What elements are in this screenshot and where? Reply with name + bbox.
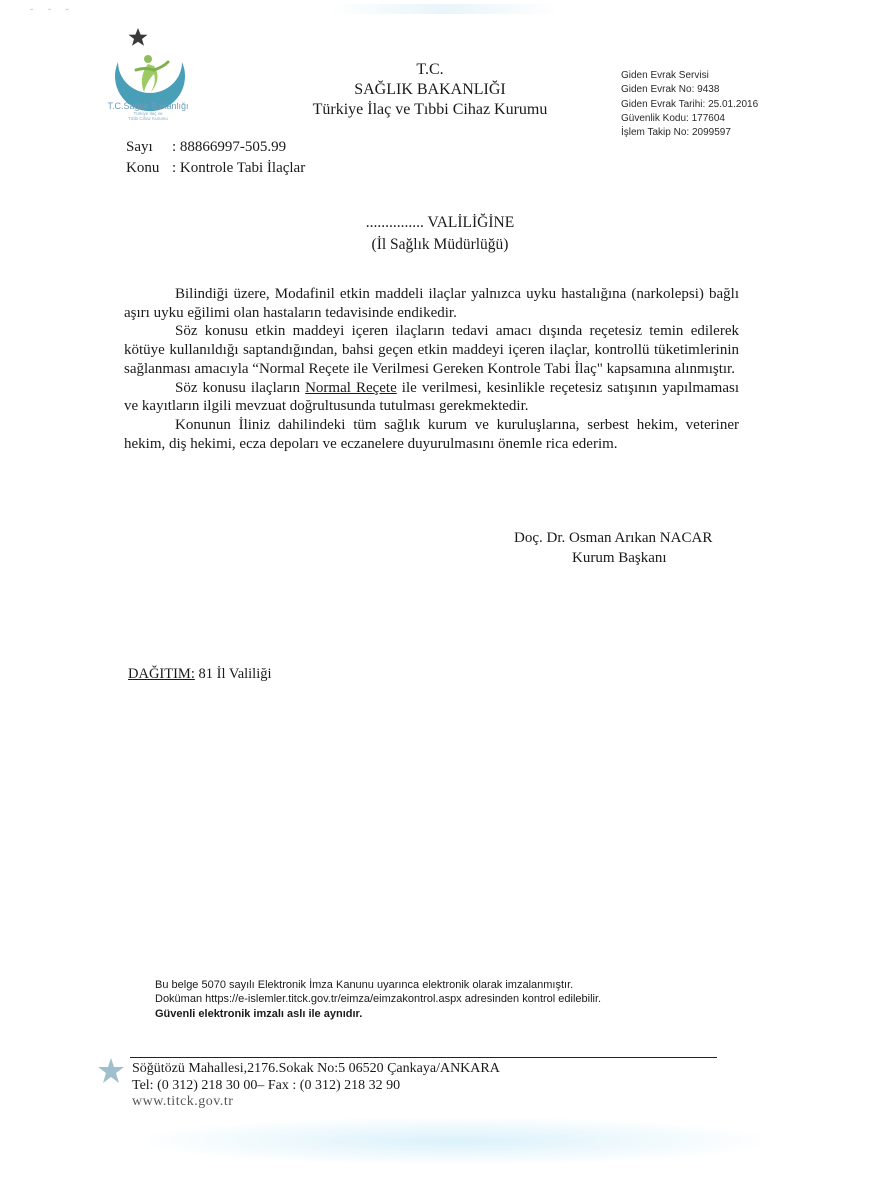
signature-block [514, 528, 712, 568]
logo-name: T.C.Sağlık Bakanlığı [107, 101, 189, 111]
meta-line: İşlem Takip No: 2099597 [621, 127, 731, 139]
addressee [290, 212, 590, 256]
distribution-value: 81 İl Valiliği [194, 666, 272, 682]
footer-website: www.titck.gov.tr [132, 1094, 234, 1109]
body-paragraph-3 [124, 379, 739, 416]
esign-line1: Bu belge 5070 sayılı Elektronik İmza Kanunu uyarınca elektronik olarak imzalanmıştır. [155, 979, 574, 991]
sayi-label: Sayı [126, 139, 153, 155]
sayi-value: : 88866997-505.99 [172, 139, 287, 155]
konu-value: : Kontrole Tabi İlaçlar [172, 160, 306, 176]
sayi-row [126, 137, 305, 158]
document-refs [126, 137, 305, 179]
scan-artifact-band-bottom [150, 1118, 760, 1164]
p3-text-after: ile verilmesi, kesinlikle reçetesiz satışının yapılmaması ve kayıtların ilgili mevzuat doğrultusunda tutulması gerekmektedir. [124, 379, 739, 415]
distribution-label: DAĞITIM: [128, 666, 195, 682]
logo-sub1: Türkiye İlaç ve [133, 111, 163, 116]
esign-line3: Güvenli elektronik imzalı aslı ile aynıdır. [155, 1007, 363, 1020]
esign-line2: Doküman https://e-islemler.titck.gov.tr/eimza/eimzakontrol.aspx adresinden kontrol edilebilir. [155, 993, 602, 1006]
scan-artifact-marks: ˘ ˘ ˘ [30, 8, 75, 19]
body-paragraph-1: Bilindiği üzere, Modafinil etkin maddeli ilaçlar yalnızca uyku hastalığına (narkolepsi) bağlı aşırı uyku eğilimi olan hastaların tedavisinde endikedir. [124, 286, 739, 321]
addressee-line1: ............... VALİLİĞİNE [365, 214, 515, 231]
konu-label: Konu [126, 160, 160, 176]
document-heading [290, 60, 570, 120]
footer-divider [130, 1057, 717, 1058]
footer-address: Söğütözü Mahallesi,2176.Sokak No:5 06520 Çankaya/ANKARA [132, 1061, 500, 1076]
footer-star-icon [96, 1056, 126, 1086]
addressee-line2: (İl Sağlık Müdürlüğü) [371, 236, 509, 253]
konu-row [126, 158, 305, 179]
footer-phone: Tel: (0 312) 218 30 00– Fax : (0 312) 218 32 90 [132, 1077, 401, 1093]
heading-line2: SAĞLIK BAKANLIĞI [354, 81, 506, 98]
signatory-name: Doç. Dr. Osman Arıkan NACAR [514, 530, 713, 546]
meta-line: Giden Evrak Tarihi: 25.01.2016 [621, 98, 759, 110]
esign-note [155, 978, 601, 1021]
heading-line3: Türkiye İlaç ve Tıbbi Cihaz Kurumu [312, 101, 548, 118]
meta-line: Giden Evrak Servisi [621, 70, 709, 81]
meta-line: Güvenlik Kodu: 177604 [621, 112, 725, 124]
heading-line1: T.C. [416, 61, 444, 78]
p3-text-before: Söz konusu ilaçların [175, 379, 306, 396]
body-paragraph-4: Konunun İliniz dahilindeki tüm sağlık kurum ve kuruluşlarına, serbest hekim, veteriner hekim, diş hekimi, ecza depoları ve eczanelere duyurulmasını önemle rica ederim. [124, 416, 739, 452]
logo-sub2: Tıbbi Cihaz Kurumu [128, 116, 168, 121]
footer-contact [132, 1061, 500, 1111]
logo-caption [84, 101, 212, 121]
scan-artifact-band-top [330, 4, 560, 14]
document-meta [621, 69, 758, 140]
letter-body [124, 285, 739, 453]
meta-line: Giden Evrak No: 9438 [621, 84, 720, 96]
body-paragraph-2: Söz konusu etkin maddeyi içeren ilaçların tedavi amacı dışında reçetesiz temin edilerek kötüye kullanıldığı saptandığından, bahsi geçen etkin maddeyi içeren ilaçlar, kontrollü tüketimlerinin sağlanması amacıyla “Normal Reçete ile Verilmesi Gereken Kontrole Tabi İlaç" kapsamına alınmıştır. [124, 323, 739, 377]
signatory-title: Kurum Başkanı [572, 550, 667, 566]
p3-underlined-text: Normal Reçete [305, 379, 397, 396]
distribution [128, 666, 272, 683]
